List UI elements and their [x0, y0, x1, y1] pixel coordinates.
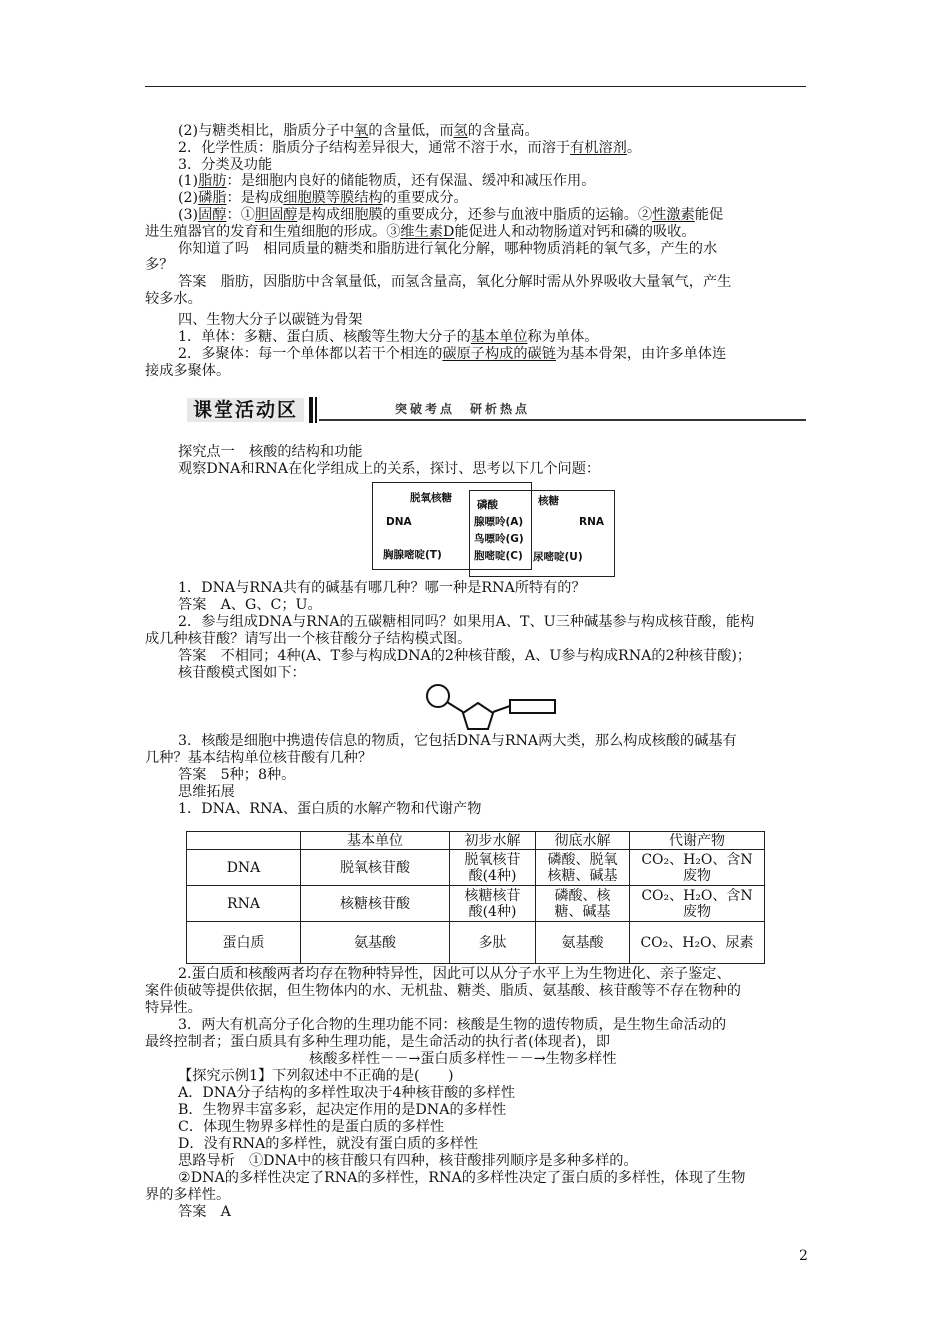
banner-bar — [315, 397, 317, 423]
table-cell: CO₂、H₂O、含N 废物 — [630, 886, 765, 922]
table-cell: 脱氧核苷酸 — [301, 850, 450, 886]
text-run: 1．单体：多糖、蛋白质、核酸等生物大分子的 — [178, 329, 471, 345]
text-run: 1．DNA、RNA、蛋白质的水解产物和代谢产物 — [178, 801, 482, 817]
text-line — [178, 1204, 231, 1221]
text-run: 2．多聚体：每一个单体都以若干个相连的 — [178, 346, 443, 362]
text-run: 多？ — [145, 257, 174, 274]
table-row — [187, 886, 765, 922]
text-run: 称为单体。 — [527, 329, 599, 345]
venn-shared-item: 磷酸 — [477, 499, 498, 511]
text-line — [178, 346, 726, 363]
underlined-term: 基本单位 — [470, 329, 528, 345]
venn-shared-item: 鸟嘌呤(G) — [474, 533, 524, 545]
text-run: ：是细胞内良好的储能物质，还有保温、缓冲和减压作用。 — [226, 173, 596, 190]
text-line — [178, 1068, 453, 1085]
text-run: (2)与糖类相比，脂质分子中 — [178, 123, 355, 139]
table-cell: 核糖核苷 酸(4种) — [450, 886, 536, 922]
text-run: 界的多样性。 — [145, 1187, 231, 1203]
text-line — [178, 1085, 515, 1102]
text-line — [145, 224, 696, 241]
text-run: 能促进人和动物肠道对钙和磷的吸收。 — [454, 223, 696, 240]
venn-dna-label: DNA — [386, 516, 412, 528]
table-header-cell: 初步水解 — [450, 832, 536, 850]
text-run: 较多水。 — [145, 291, 202, 307]
text-line — [309, 1051, 617, 1068]
table-row — [187, 922, 765, 964]
text-line — [145, 363, 230, 380]
text-run: 是构成细胞膜的重要成分，还参与血液中脂质的运输。② — [297, 207, 653, 223]
text-run: 答案 不相同；4种(A、T参与构成DNA的2种核苷酸，A、U参与构成RNA的2种核苷酸)； — [178, 648, 752, 664]
bond-line — [447, 702, 463, 712]
underlined-term: 维生素D — [400, 223, 455, 240]
text-run: 观察DNA和RNA在化学组成上的关系，探讨、思考以下几个问题： — [178, 461, 601, 477]
underlined-term: 固醇 — [198, 207, 227, 223]
text-run: (1) — [178, 173, 199, 190]
venn-shared-item: 胞嘧啶(C) — [474, 550, 523, 562]
phosphate-circle — [427, 685, 449, 707]
text-line — [178, 274, 731, 291]
text-run: B．生物界丰富多彩，起决定作用的是DNA的多样性 — [178, 1102, 507, 1118]
text-line — [178, 665, 306, 682]
text-line — [145, 750, 372, 767]
text-run: 思维拓展 — [178, 784, 235, 800]
banner-line — [319, 419, 806, 421]
text-run: 的重要成分。 — [382, 190, 468, 207]
underlined-term: 细胞膜等膜结构 — [283, 190, 383, 207]
text-line — [178, 241, 717, 258]
table-header-cell — [187, 832, 301, 850]
table-cell: RNA — [187, 886, 301, 922]
venn-rna-base: 尿嘧啶(U) — [533, 551, 583, 563]
text-run: 案件侦破等提供依据，但生物体内的水、无机盐、糖类、脂质、氨基酸、核苷酸等不存在物种的 — [145, 983, 741, 999]
underlined-term: 氧 — [354, 123, 369, 139]
underlined-term: 磷脂 — [198, 190, 227, 207]
text-line — [145, 983, 741, 1000]
table-cell: CO₂、H₂O、尿素 — [630, 922, 765, 964]
text-run: 答案 脂肪，因脂肪中含氧量低，而氢含量高，氧化分解时需从外界吸收大量氧气，产生 — [178, 274, 732, 290]
text-run: 1．DNA与RNA共有的碱基有哪几种？哪一种是RNA所特有的？ — [178, 580, 586, 596]
text-run: 探究点一 核酸的结构和功能 — [178, 444, 363, 460]
text-line — [178, 173, 595, 190]
underlined-term: 有机溶剂 — [570, 139, 627, 156]
text-run: 核酸多样性－－→蛋白质多样性－－→生物多样性 — [309, 1051, 617, 1067]
text-run: 3．分类及功能 — [178, 156, 273, 173]
text-run: ：是构成 — [226, 190, 284, 207]
text-line — [145, 1187, 230, 1204]
table-cell: DNA — [187, 850, 301, 886]
table-cell: 蛋白质 — [187, 922, 301, 964]
text-line — [178, 1153, 638, 1170]
text-run: 。 — [626, 139, 642, 156]
text-line — [178, 597, 322, 614]
text-line — [145, 1000, 202, 1017]
text-run: 为基本骨架，由许多单体连 — [555, 346, 727, 362]
text-line — [178, 1170, 745, 1187]
table-cell: 氨基酸 — [301, 922, 450, 964]
text-line — [178, 123, 539, 140]
text-run: 2．参与组成DNA与RNA的五碳糖相同吗？如果用A、T、U三种碱基参与构成核苷酸，能构 — [178, 614, 755, 630]
table-header-cell: 基本单位 — [301, 832, 450, 850]
hydrolysis-table — [186, 831, 765, 964]
banner-subtitle: 突破考点 研析热点 — [395, 402, 531, 416]
text-run: 【探究示例1】下列叙述中不正确的是( ) — [178, 1068, 454, 1084]
text-run: 能促 — [694, 207, 724, 223]
text-run: C．体现生物界多样性的是蛋白质的多样性 — [178, 1119, 445, 1135]
header-rule — [145, 86, 806, 87]
text-run: 四、生物大分子以碳链为骨架 — [178, 312, 363, 328]
text-run: 答案 A — [178, 1204, 231, 1220]
table-row — [187, 850, 765, 886]
text-run: ②DNA的多样性决定了RNA的多样性，RNA的多样性决定了蛋白质的多样性，体现了生物 — [178, 1170, 746, 1186]
underlined-term: 氢 — [453, 123, 468, 139]
text-line — [178, 614, 754, 631]
table-header-cell: 代谢产物 — [630, 832, 765, 850]
text-run: 2.蛋白质和核酸两者均存在物种特异性，因此可以从分子水平上为生物进化、亲子鉴定、 — [178, 966, 731, 982]
text-run: (2) — [178, 190, 199, 207]
bond-line — [493, 706, 510, 712]
venn-shared-item: 腺嘌呤(A) — [474, 516, 524, 528]
text-run: 的含量高。 — [467, 123, 539, 139]
text-run: 的含量低，而 — [368, 123, 454, 139]
section-banner — [173, 397, 806, 423]
text-run: 特异性。 — [145, 1000, 202, 1016]
text-line — [145, 1034, 610, 1051]
text-line — [178, 784, 235, 801]
text-run: 几种？基本结构单位核苷酸有几种？ — [145, 750, 373, 766]
base-rectangle — [510, 700, 555, 713]
text-line — [178, 733, 737, 750]
text-run: 答案 A、G、C；U。 — [178, 597, 322, 613]
text-run: 你知道了吗 相同质量的糖类和脂肪进行氧化分解，哪种物质消耗的氧气多，产生的水 — [178, 240, 718, 257]
underlined-term: 碳原子构成的碳链 — [442, 346, 556, 362]
text-run: 进生殖器官的发育和生殖细胞的形成。③ — [145, 223, 401, 240]
text-run: A．DNA分子结构的多样性取决于4种核苷酸的多样性 — [178, 1085, 516, 1101]
text-run: 接成多聚体。 — [145, 363, 231, 379]
text-line — [178, 580, 586, 597]
venn-rna-label: RNA — [579, 516, 604, 528]
text-line — [178, 444, 362, 461]
text-run: 答案 5种；8种。 — [178, 767, 296, 783]
table-cell: 脱氧核苷 酸(4种) — [450, 850, 536, 886]
table-header-row — [187, 832, 765, 850]
underlined-term: 胆固醇 — [254, 207, 298, 223]
table-cell: 磷酸、脱氧 核糖、碱基 — [536, 850, 630, 886]
text-run: D．没有RNA的多样性，就没有蛋白质的多样性 — [178, 1136, 479, 1152]
text-line — [178, 190, 468, 207]
text-line — [145, 631, 471, 648]
text-line — [178, 207, 723, 224]
text-line — [178, 140, 641, 157]
text-run: 3．两大有机高分子化合物的生理功能不同：核酸是生物的遗传物质，是生物生命活动的 — [178, 1017, 727, 1033]
table-cell: 核糖核苷酸 — [301, 886, 450, 922]
text-line — [178, 801, 481, 818]
text-run: 核苷酸模式图如下： — [178, 665, 306, 681]
text-line — [178, 966, 731, 983]
text-run: 2．化学性质：脂质分子结构差异很大，通常不溶于水，而溶于 — [178, 139, 571, 156]
pentose-pentagon — [463, 703, 493, 729]
text-line — [178, 1017, 726, 1034]
text-line — [178, 1119, 444, 1136]
table-header-cell: 彻底水解 — [536, 832, 630, 850]
venn-rna-sugar: 核糖 — [538, 495, 559, 507]
text-line — [178, 1102, 506, 1119]
table-cell: 氨基酸 — [536, 922, 630, 964]
text-line — [178, 329, 599, 346]
table-cell: 磷酸、核 糖、碱基 — [536, 886, 630, 922]
text-line — [178, 1136, 478, 1153]
page-number: 2 — [799, 1248, 808, 1264]
nucleotide-model-diagram — [420, 680, 560, 732]
text-run: 成几种核苷酸？请写出一个核苷酸分子结构模式图。 — [145, 631, 472, 647]
text-line — [178, 648, 751, 665]
text-run: (3) — [178, 207, 199, 223]
table-cell: CO₂、H₂O、含N 废物 — [630, 850, 765, 886]
text-line — [178, 767, 295, 784]
text-run: 最终控制者；蛋白质具有多种生理功能，是生命活动的执行者(体现者)，即 — [145, 1034, 611, 1050]
banner-title: 课堂活动区 — [187, 398, 304, 422]
underlined-term: 性激素 — [652, 207, 695, 223]
text-run: 3．核酸是细胞中携遗传信息的物质，它包括DNA与RNA两大类，那么构成核酸的碱基有 — [178, 733, 737, 749]
text-run: ：① — [226, 207, 255, 223]
banner-bar — [309, 397, 313, 423]
venn-dna-base: 胸腺嘧啶(T) — [383, 549, 442, 561]
text-run: 思路导析 ①DNA中的核苷酸只有四种，核苷酸排列顺序是多种多样的。 — [178, 1153, 638, 1169]
text-line — [145, 291, 202, 308]
text-line — [145, 257, 173, 274]
text-line — [178, 157, 272, 174]
venn-dna-sugar: 脱氧核糖 — [410, 492, 452, 504]
text-line — [178, 461, 600, 478]
text-line — [178, 312, 362, 329]
underlined-term: 脂肪 — [198, 173, 227, 190]
table-cell: 多肽 — [450, 922, 536, 964]
